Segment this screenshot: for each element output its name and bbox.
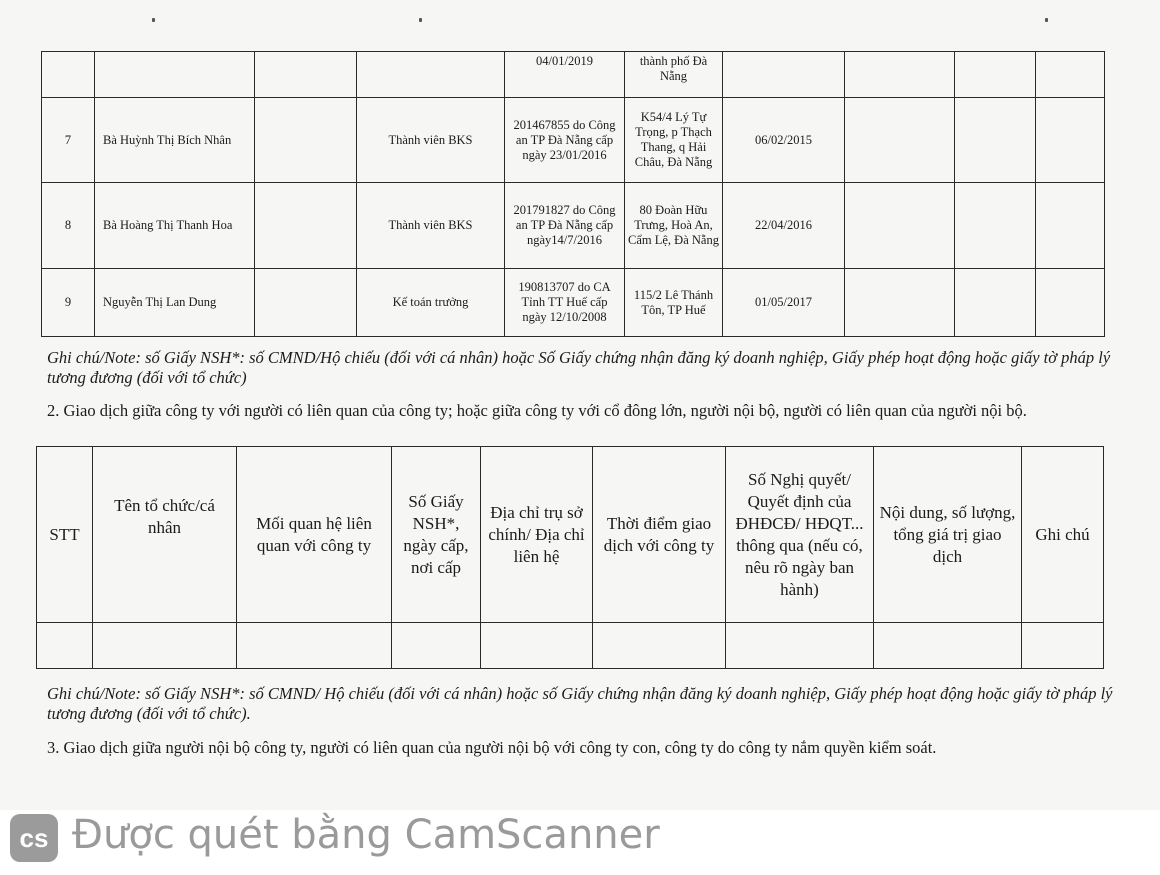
note-nsh-1: Ghi chú/Note: số Giấy NSH*: số CMND/Hộ chiếu (đối với cá nhân) hoặc Số Giấy chứng nhận đăng ký doanh nghiệp, Giấy phép hoạt động hoặc giấy tờ pháp lý tương đương (đối với tổ chức) [47, 348, 1111, 387]
header-content: Nội dung, số lượng, tổng giá trị giao dịch [874, 447, 1022, 623]
table-row [42, 269, 1105, 337]
header-time: Thời điểm giao dịch với công ty [593, 447, 726, 623]
section-2-heading: 2. Giao dịch giữa công ty với người có liên quan của công ty; hoặc giữa công ty với cổ đông lớn, người nội bộ, người có liên quan của người nội bộ. [47, 401, 1027, 420]
cell-reason [955, 183, 1036, 269]
header-nsh: Số Giấy NSH*, ngày cấp, nơi cấp [392, 447, 481, 623]
cell-end-date [845, 269, 955, 337]
cell-id: 201467855 do Công an TP Đà Nẵng cấp ngày 23/01/2016 [505, 98, 625, 183]
cell-stt: 9 [42, 269, 95, 337]
cell-name [95, 52, 255, 98]
cell-end-date [845, 183, 955, 269]
cell-extra [1036, 52, 1105, 98]
header-address: Địa chỉ trụ sở chính/ Địa chỉ liên hệ [481, 447, 593, 623]
cell-position: Kế toán trưởng [357, 269, 505, 337]
camscanner-watermark-text: Được quét bằng CamScanner [72, 812, 660, 858]
cell-position: Thành viên BKS [357, 183, 505, 269]
cell-extra [1036, 98, 1105, 183]
cell-id: 190813707 do CA Tỉnh TT Huế cấp ngày 12/10/2008 [505, 269, 625, 337]
cell-address: 80 Đoàn Hữu Trưng, Hoà An, Cẩm Lệ, Đà Nẵng [625, 183, 723, 269]
cell-address: K54/4 Lý Tự Trọng, p Thạch Thang, q Hải Châu, Đà Nẵng [625, 98, 723, 183]
transactions-table [36, 446, 1104, 669]
cell-start-date: 01/05/2017 [723, 269, 845, 337]
cell-id: 201791827 do Công an TP Đà Nẵng cấp ngày14/7/2016 [505, 183, 625, 269]
header-relation: Mối quan hệ liên quan với công ty [237, 447, 392, 623]
cell-id: 04/01/2019 [505, 52, 625, 98]
cell-reason [955, 269, 1036, 337]
cell-end-date [845, 98, 955, 183]
scan-mark [1045, 18, 1048, 22]
cell-address: thành phố Đà Nẵng [625, 52, 723, 98]
cell-end-date [845, 52, 955, 98]
table-row [42, 183, 1105, 269]
cell-account [255, 183, 357, 269]
cell-extra [1036, 269, 1105, 337]
cell-account [255, 98, 357, 183]
cell-reason [955, 98, 1036, 183]
camscanner-logo-icon: cs [10, 814, 58, 862]
cell-reason [955, 52, 1036, 98]
table-row [42, 52, 1105, 98]
cell-name: Bà Hoàng Thị Thanh Hoa [95, 183, 255, 269]
cell-stt: 7 [42, 98, 95, 183]
cell-account [255, 52, 357, 98]
cell-extra [1036, 183, 1105, 269]
cell-stt: 8 [42, 183, 95, 269]
table-row [37, 623, 1104, 669]
header-name: Tên tổ chức/cá nhân [93, 447, 237, 623]
table-row [42, 98, 1105, 183]
cell-position: Thành viên BKS [357, 98, 505, 183]
scan-mark [152, 18, 155, 22]
cell-address: 115/2 Lê Thánh Tôn, TP Huế [625, 269, 723, 337]
header-note: Ghi chú [1022, 447, 1104, 623]
section-3-heading: 3. Giao dịch giữa người nội bộ công ty, người có liên quan của người nội bộ với công ty con, công ty do công ty nắm quyền kiểm soát. [47, 738, 937, 757]
header-resolution: Số Nghị quyết/ Quyết định của ĐHĐCĐ/ HĐQT... thông qua (nếu có, nêu rõ ngày ban hành) [726, 447, 874, 623]
scan-mark [419, 18, 422, 22]
insiders-table [41, 51, 1105, 337]
cell-start-date: 22/04/2016 [723, 183, 845, 269]
header-stt: STT [37, 447, 93, 623]
cell-name: Nguyễn Thị Lan Dung [95, 269, 255, 337]
cell-start-date [723, 52, 845, 98]
table-header-row [37, 447, 1104, 623]
note-nsh-2: Ghi chú/Note: số Giấy NSH*: số CMND/ Hộ chiếu (đối với cá nhân) hoặc số Giấy chứng nhận đăng ký doanh nghiệp, Giấy phép hoạt động hoặc giấy tờ pháp lý tương đương (đối với tổ chức). [47, 684, 1113, 723]
cell-account [255, 269, 357, 337]
cell-position [357, 52, 505, 98]
cell-start-date: 06/02/2015 [723, 98, 845, 183]
cell-stt [42, 52, 95, 98]
cell-name: Bà Huỳnh Thị Bích Nhân [95, 98, 255, 183]
